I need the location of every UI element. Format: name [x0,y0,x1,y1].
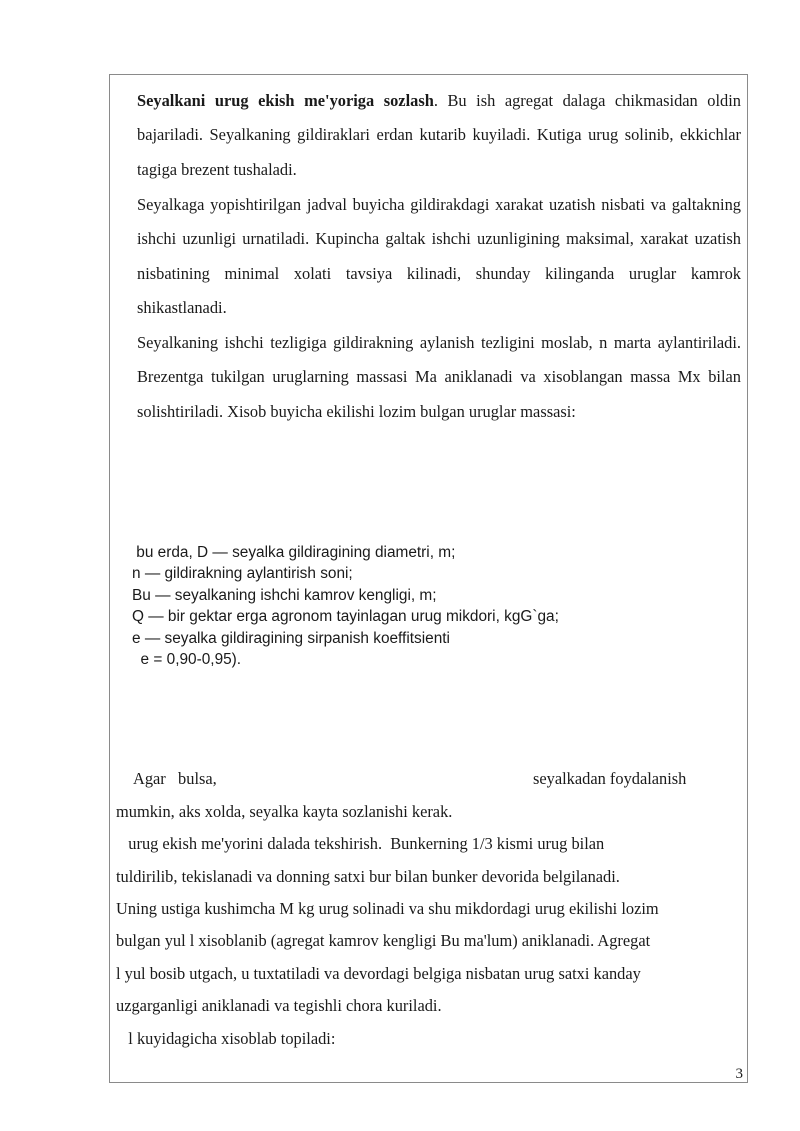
definition-line: Bu — seyalkaning ishchi kamrov kengligi, m; [132,586,437,604]
text-line: tuldirilib, tekislanadi va donning satxi bur bilan bunker devorida belgilanadi. [116,867,620,886]
text-line: urug ekish me'yorini dalada tekshirish. Bunkerning 1/3 kismi urug bilan [116,834,605,853]
definition-line: bu erda, D — seyalka gildiragining diametri, m; [132,544,456,561]
definitions-list [132,542,692,670]
intro-text: . Bu ish agregat dalaga chikmasidan oldin bajariladi. Seyalkaning gildiraklari erdan kutarib kuyiladi. Kutiga urug solinib, ekkichlar tagiga brezent tushaladi. [137,91,741,179]
text-line: l yul bosib utgach, u tuxtatiladi va devordagi belgiga nisbatan urug satxi kanday [116,964,641,983]
definition-line: e — seyalka gildiragining sirpanish koeffitsienti [132,629,450,647]
section-heading: Seyalkani urug ekish me'yoriga sozlash [137,91,434,110]
paragraph-massa: Seyalkaning ishchi tezligiga gildirakning aylanish tezligini moslab, n marta aylantiriladi. Brezentga tukilgan uruglarning massasi Ma aniklanadi va xisoblangan massa Mx bilan solishtiriladi. Xisob buyicha ekilishi lozim bulgan uruglar massasi: [137,333,741,421]
text-line: bulgan yul l xisoblanib (agregat kamrov kengligi Bu ma'lum) aniklanadi. Agregat [116,931,651,950]
definition-line: n — gildirakning aylantirish soni; [132,565,353,583]
text-line: mumkin, aks xolda, seyalka kayta sozlanishi kerak. [116,802,453,821]
text-line: uzgarganligi aniklanadi va tegishli chora kuriladi. [116,996,442,1015]
agar-result: seyalkadan foydalanish [533,769,687,788]
definition-line: Q — bir gektar erga agronom tayinlagan urug mikdori, kgG`ga; [132,608,559,626]
text-line: Uning ustiga kushimcha M kg urug solinadi va shu mikdordagi urug ekilishi lozim [116,899,659,918]
paragraph-intro [137,84,741,187]
paragraph-jadval: Seyalkaga yopishtirilgan jadval buyicha gildirakdagi xarakat uzatish nisbati va galtakning ishchi uzunligi urnatiladi. Kupincha galtak ishchi uzunligining maksimal, xarakat uzatish nisbatining minimal xolati tavsiya kilinadi, shunday kilinganda uruglar kamrok shikastlanadi. [137,195,741,317]
text-line: l kuyidagicha xisoblab topiladi: [116,1029,336,1048]
agar-condition: Agar bulsa, [133,769,217,788]
page-number: 3 [735,1066,743,1082]
definition-line: e = 0,90-0,95). [132,651,242,669]
